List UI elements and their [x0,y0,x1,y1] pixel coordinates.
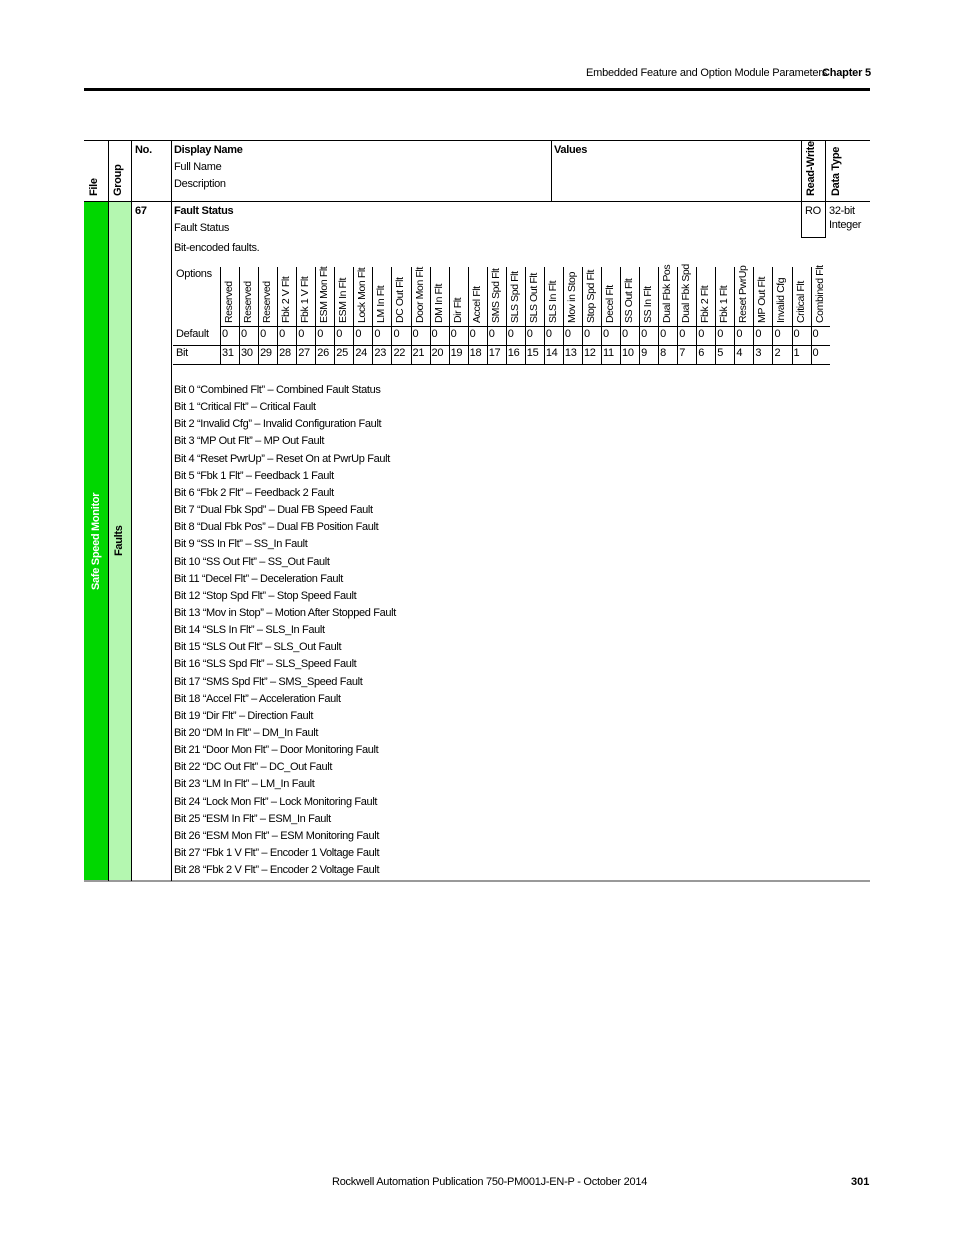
footer-page-number: 301 [851,1176,870,1188]
option-default-value: 0 [717,328,724,340]
option-default-value: 0 [660,328,666,340]
option-column-divider [449,267,450,364]
option-column-divider [468,267,469,364]
option-bit-number: 14 [545,347,558,359]
option-default-value: 0 [545,328,552,340]
option-default-value: 0 [679,328,686,340]
option-column-divider [563,267,564,364]
bit-description: Bit 18 “Accel Flt” – Acceleration Fault [174,692,341,705]
option-bit-number: 22 [393,347,406,359]
option-bit-number: 17 [488,347,501,359]
bit-description: Bit 1 “Critical Flt” – Critical Fault [174,401,316,414]
option-default-value: 0 [450,328,457,340]
option-bit-number: 21 [412,347,425,359]
bit-description: Bit 22 “DC Out Flt” – DC_Out Fault [174,761,333,774]
bit-description: Bit 27 “Fbk 1 V Flt” – Encoder 1 Voltage Fault [174,847,380,860]
option-default-value: 0 [393,328,400,340]
header-rule [84,88,870,91]
option-default-value: 0 [526,328,533,340]
option-name: LM In Flt [375,285,388,323]
option-default-value: 0 [622,328,628,340]
option-name: DC Out Flt [394,277,407,323]
option-column-divider [639,267,640,364]
option-name: Dual Fbk Spd [680,264,693,323]
col-divider-values [551,140,552,202]
option-default-value: 0 [374,328,381,340]
option-name: Fbk 2 Flt [699,285,712,323]
bit-description: Bit 0 “Combined Flt” – Combined Fault Status [174,384,381,396]
option-column-divider [772,267,773,364]
option-name: Dual Fbk Pos [661,264,674,323]
bit-description: Bit 21 “Door Mon Flt” – Door Monitoring Fault [174,744,379,757]
option-default-value: 0 [755,328,762,340]
bit-description: Bit 5 “Fbk 1 Flt” – Feedback 1 Fault [174,469,334,482]
bit-description: Bit 14 “SLS In Flt” – SLS_In Fault [174,624,325,637]
option-name: Reserved [261,281,274,323]
option-bit-number: 2 [774,347,781,359]
option-column-divider [582,267,583,364]
option-bit-number: 18 [469,347,482,359]
option-name: Reserved [242,281,255,323]
parameter-data-type-line2: Integer [829,219,862,231]
option-column-divider [696,267,697,364]
option-bit-number: 16 [507,347,520,359]
bit-description: Bit 23 “LM In Flt” – LM_In Fault [174,778,315,791]
option-bit-number: 13 [564,347,577,359]
footer-publication: Rockwell Automation Publication 750-PM001J-EN-P - October 2014 [332,1176,648,1188]
header-values: Values [554,144,588,156]
option-name: DM In Flt [432,284,445,323]
bit-description: Bit 13 “Mov in Stop” – Motion After Stopped Fault [174,606,396,619]
option-name: Mov in Stop [565,271,578,323]
bit-description: Bit 9 “SS In Flt” – SS_In Fault [174,538,308,551]
option-default-value: 0 [298,328,305,340]
option-default-value: 0 [812,328,819,340]
option-bit-number: 0 [812,347,819,359]
option-default-value: 0 [336,328,343,340]
option-column-divider [525,267,526,364]
option-bit-number: 5 [717,347,724,359]
option-default-value: 0 [793,328,800,340]
option-column-divider [239,267,240,364]
option-column-divider [220,267,221,364]
col-divider-file [108,140,109,881]
option-default-value: 0 [355,328,362,340]
option-column-divider [430,267,431,364]
default-label: Default [176,328,209,340]
option-bit-number: 20 [431,347,444,359]
header-description: Description [174,178,226,190]
option-default-value: 0 [698,328,705,340]
bit-description: Bit 15 “SLS Out Flt” – SLS_Out Fault [174,641,342,654]
option-column-divider [296,267,297,364]
option-default-value: 0 [222,328,228,340]
option-bit-number: 28 [279,347,291,359]
option-bit-number: 26 [317,347,329,359]
option-name: Reset PwrUp [737,265,750,323]
option-column-divider [792,267,793,364]
parameter-description: Bit-encoded faults. [174,242,260,254]
option-bit-number: 10 [622,347,634,359]
option-name: Critical Flt [794,281,807,323]
option-column-divider [411,267,412,364]
options-label: Options [176,268,212,280]
option-default-value: 0 [469,328,476,340]
option-name: Dir Flt [451,297,464,323]
default-row-bottom-rule [173,345,830,346]
option-bit-number: 29 [260,347,272,359]
option-bit-number: 3 [755,347,762,359]
option-column-divider [315,267,316,364]
table-bottom-rule [84,880,870,882]
bit-description: Bit 7 “Dual Fbk Spd” – Dual FB Speed Fault [174,504,373,517]
option-default-value: 0 [241,328,247,340]
option-column-divider [334,267,335,364]
header-file: File [88,178,100,196]
option-column-divider [677,267,678,364]
option-bit-number: 25 [336,347,348,359]
option-column-divider [734,267,735,364]
parameter-data-type-line1: 32-bit [829,205,855,217]
option-column-divider [506,267,507,364]
option-name: MP Out Flt [756,277,769,323]
option-column-divider [372,267,373,364]
option-column-divider [487,267,488,364]
option-column-divider [658,267,659,364]
option-bit-number: 1 [793,347,800,359]
option-name: Combined Flt [813,265,826,323]
option-bit-number: 11 [603,347,614,359]
bit-description: Bit 17 “SMS Spd Flt” – SMS_Speed Fault [174,675,363,688]
option-name: SS In Flt [642,286,655,323]
header-bottom-rule [84,201,870,202]
option-name: ESM In Flt [337,277,350,323]
option-default-value: 0 [583,328,590,340]
option-default-value: 0 [412,328,419,340]
option-default-value: 0 [260,328,266,340]
bit-description: Bit 19 “Dir Flt” – Direction Fault [174,709,314,722]
option-bit-number: 12 [583,347,596,359]
bit-description: Bit 4 “Reset PwrUp” – Reset On at PwrUp Fault [174,452,390,465]
file-label: Safe Speed Monitor [90,492,102,590]
option-column-divider [753,267,754,364]
option-name: Accel Flt [470,286,483,323]
option-bit-number: 6 [698,347,705,359]
header-data-type: Data Type [830,146,842,196]
option-name: Door Mon Flt [413,267,426,323]
option-name: Stop Spd Flt [584,270,597,323]
col-divider-group [131,140,132,881]
bit-description: Bit 2 “Invalid Cfg” – Invalid Configuration Fault [174,418,382,431]
header-full-name: Full Name [174,161,222,173]
bit-description: Bit 28 “Fbk 2 V Flt” – Encoder 2 Voltage Fault [174,864,380,877]
group-label: Faults [113,525,125,556]
bit-description: Bit 16 “SLS Spd Flt” – SLS_Speed Fault [174,658,357,671]
option-bit-number: 24 [355,347,367,359]
option-name: Decel Flt [604,285,616,323]
bit-description: Bit 10 “SS Out Flt” – SS_Out Fault [174,555,330,568]
option-column-divider [811,267,812,364]
bit-description: Bit 8 “Dual Fbk Pos” – Dual FB Position Fault [174,521,379,534]
bit-description: Bit 26 “ESM Mon Flt” – ESM Monitoring Fault [174,829,380,842]
bit-description: Bit 11 “Decel Flt” – Deceleration Fault [174,572,343,585]
header-no: No. [135,144,152,156]
bit-description: Bit 12 “Stop Spd Flt” – Stop Speed Fault [174,589,357,602]
bit-row-bottom-rule [173,364,830,365]
bit-description: Bit 20 “DM In Flt” – DM_In Fault [174,727,319,739]
option-column-divider [601,267,602,364]
option-bit-number: 8 [660,347,666,359]
option-bit-number: 31 [222,347,234,359]
bit-label: Bit [176,347,188,359]
option-name: Fbk 1 Flt [718,285,731,323]
option-name: Fbk 1 V Flt [299,276,312,323]
option-column-divider [544,267,545,364]
header-group: Group [112,164,124,196]
option-bit-number: 7 [679,347,686,359]
option-name: SLS In Flt [546,280,559,323]
option-name: ESM Mon Flt [318,266,331,323]
option-name: SS Out Flt [623,278,636,323]
option-default-value: 0 [488,328,495,340]
rw-cell-bottom-rule [801,237,826,238]
bit-description: Bit 6 “Fbk 2 Flt” – Feedback 2 Fault [174,486,334,499]
parameter-number: 67 [135,205,147,217]
parameter-full-name: Fault Status [174,222,230,234]
col-divider-no [171,140,172,881]
option-default-value: 0 [736,328,743,340]
header-display-name: Display Name [174,144,243,156]
option-column-divider [258,267,259,364]
option-column-divider [391,267,392,364]
option-bit-number: 19 [450,347,463,359]
col-divider-rw [801,140,802,237]
option-bit-number: 30 [241,347,253,359]
option-bit-number: 15 [526,347,539,359]
table-top-rule [84,140,870,141]
option-default-value: 0 [317,328,324,340]
bit-description: Bit 25 “ESM In Flt” – ESM_In Fault [174,812,331,825]
option-default-value: 0 [603,328,609,340]
option-name: SMS Spd Flt [489,268,502,323]
option-name: Invalid Cfg [775,277,788,323]
option-default-value: 0 [564,328,571,340]
option-name: SLS Spd Flt [508,271,521,323]
option-bit-number: 9 [641,347,647,359]
option-default-value: 0 [774,328,781,340]
option-column-divider [715,267,716,364]
option-default-value: 0 [507,328,514,340]
running-header-section: Embedded Feature and Option Module Parameters [586,67,828,79]
option-name: SLS Out Flt [527,273,540,323]
header-read-write: Read-Write [805,141,817,196]
option-default-value: 0 [641,328,647,340]
option-column-divider [277,267,278,364]
option-column-divider [620,267,621,364]
col-divider-type [825,140,826,237]
option-name: Reserved [223,281,235,323]
option-name: Lock Mon Flt [356,267,369,323]
bit-description: Bit 24 “Lock Mon Flt” – Lock Monitoring Fault [174,795,378,808]
parameter-read-write: RO [805,205,821,217]
option-name: Fbk 2 V Flt [280,276,293,323]
option-bit-number: 23 [374,347,387,359]
parameter-display-name: Fault Status [174,205,234,217]
option-default-value: 0 [279,328,285,340]
bit-description: Bit 3 “MP Out Flt” – MP Out Fault [174,435,325,448]
option-column-divider [353,267,354,364]
option-bit-number: 4 [736,347,743,359]
option-default-value: 0 [431,328,438,340]
running-header-chapter: Chapter 5 [822,67,871,79]
option-bit-number: 27 [298,347,310,359]
